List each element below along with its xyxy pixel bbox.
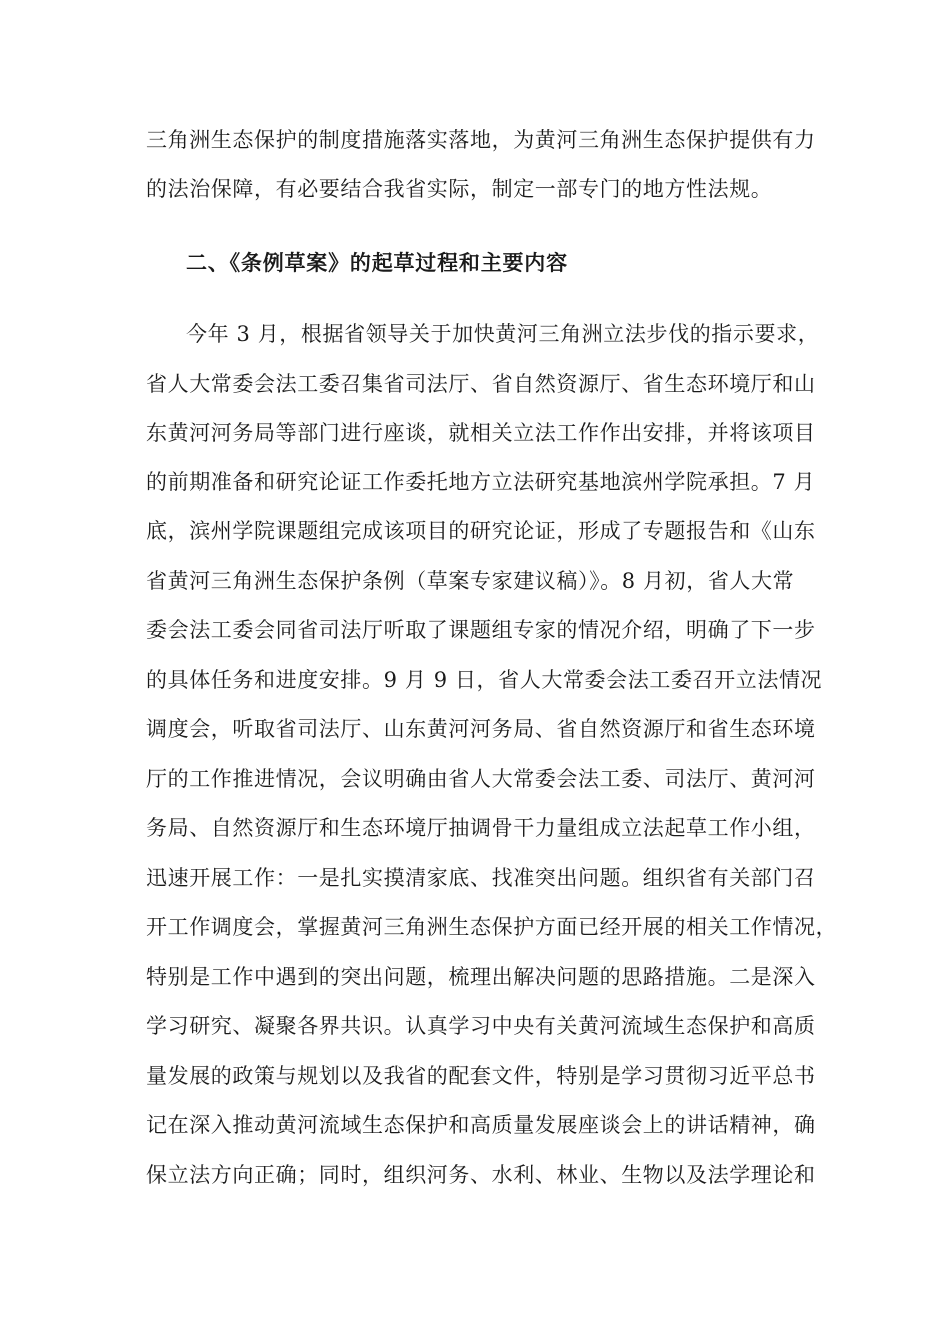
body-line: 底，滨州学院课题组完成该项目的研究论证，形成了专题报告和《山东 [146,519,816,543]
body-line: 学习研究、凝聚各界共识。认真学习中央有关黄河流域生态保护和高质 [146,1014,816,1038]
body-line: 东黄河河务局等部门进行座谈，就相关立法工作作出安排，并将该项目 [146,421,816,445]
body-line: 的具体任务和进度安排。9 月 9 日，省人大常委会法工委召开立法情况 [146,668,823,692]
body-line: 量发展的政策与规划以及我省的配套文件，特别是学习贯彻习近平总书 [146,1064,816,1088]
section-heading: 二、《条例草案》的起草过程和主要内容 [186,251,568,275]
body-line: 委会法工委会同省司法厅听取了课题组专家的情况介绍，明确了下一步 [146,618,816,642]
body-line: 的法治保障，有必要结合我省实际，制定一部专门的地方性法规。 [146,177,773,201]
body-line: 厅的工作推进情况，会议明确由省人大常委会法工委、司法厅、黄河河 [146,767,816,791]
body-line: 调度会，听取省司法厅、山东黄河河务局、省自然资源厅和省生态环境 [146,717,816,741]
body-line: 开工作调度会，掌握黄河三角洲生态保护方面已经开展的相关工作情况， [146,915,838,939]
body-line: 保立法方向正确；同时，组织河务、水利、林业、生物以及法学理论和 [146,1163,816,1187]
body-line: 省人大常委会法工委召集省司法厅、省自然资源厅、省生态环境厅和山 [146,372,816,396]
body-line: 记在深入推动黄河流域生态保护和高质量发展座谈会上的讲话精神，确 [146,1113,816,1137]
paragraph-first-line: 今年 3 月，根据省领导关于加快黄河三角洲立法步伐的指示要求， [186,322,820,346]
body-line: 省黄河三角洲生态保护条例（草案专家建议稿）》。8 月初，省人大常 [146,569,795,593]
body-line: 三角洲生态保护的制度措施落实落地，为黄河三角洲生态保护提供有力 [146,128,816,152]
body-line: 的前期准备和研究论证工作委托地方立法研究基地滨州学院承担。7 月 [146,470,816,494]
body-line: 迅速开展工作：一是扎实摸清家底、找准突出问题。组织省有关部门召 [146,866,816,890]
body-line: 特别是工作中遇到的突出问题，梳理出解决问题的思路措施。二是深入 [146,965,816,989]
body-line: 务局、自然资源厅和生态环境厅抽调骨干力量组成立法起草工作小组， [146,816,816,840]
